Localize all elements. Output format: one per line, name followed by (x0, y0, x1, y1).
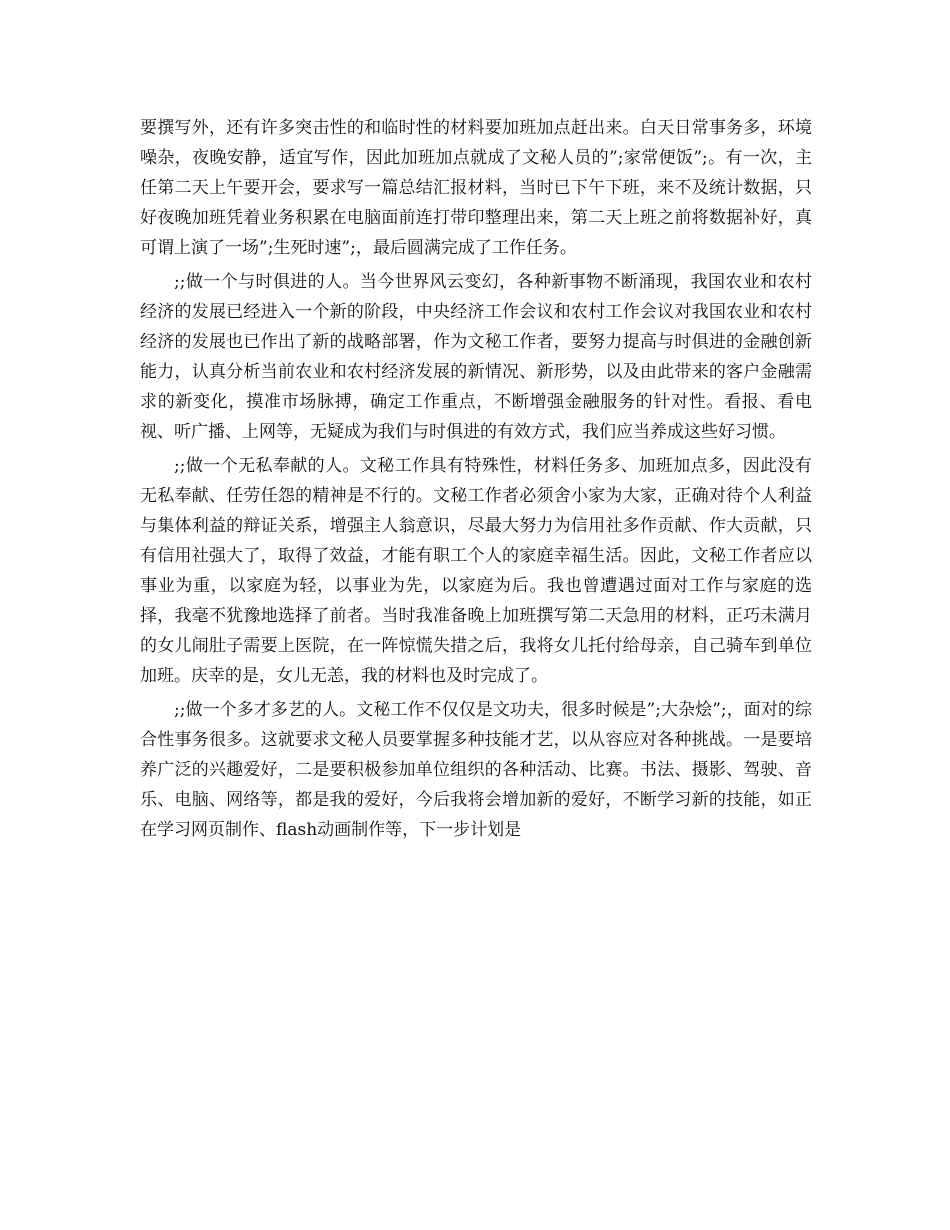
paragraph-versatile-talents: ;;做一个多才多艺的人。文秘工作不仅仅是文功夫，很多时候是”;大杂烩”;，面对的综合性事务很多。这就要求文秘人员要掌握多种技能才艺，以从容应对各种挑战。一是要培养广泛的兴趣爱好，二是要积极参加单位组织的各种活动、比赛。书法、摄影、驾驶、音乐、电脑、网络等，都是我的爱好，今后我将会增加新的爱好，不断学习新的技能，如正在学习网页制作、flash动画制作等，下一步计划是 (140, 700, 812, 840)
paragraph-continuation: 要撰写外，还有许多突击性的和临时性的材料要加班加点赶出来。白天日常事务多，环境噪杂，夜晚安静，适宜写作，因此加班加点就成了文秘人员的”;家常便饭”;。有一次，主任第二天上午要开会，要求写一篇总结汇报材料，当时已下午下班，来不及统计数据，只好夜晚加班凭着业务积累在电脑面前连打带印整理出来，第二天上班之前将数据补好，真可谓上演了一场”;生死时速”;，最后圆满完成了工作任务。 (140, 118, 812, 258)
paragraph-keep-pace-with-times: ;;做一个与时俱进的人。当今世界风云变幻，各种新事物不断涌现，我国农业和农村经济的发展已经进入一个新的阶段，中央经济工作会议和农村工作会议对我国农业和农村经济的发展也已作出了新的战略部署，作为文秘工作者，要努力提高与时俱进的金融创新能力，认真分析当前农业和农村经济发展的新情况、新形势，以及由此带来的客户金融需求的新变化，摸准市场脉搏，确定工作重点，不断增强金融服务的针对性。看报、看电视、听广播、上网等，无疑成为我们与时俱进的有效方式，我们应当养成这些好习惯。 (140, 272, 812, 442)
document-body (140, 113, 812, 849)
paragraph-selfless-dedication: ;;做一个无私奉献的人。文秘工作具有特殊性，材料任务多、加班加点多，因此没有无私奉献、任劳任怨的精神是不行的。文秘工作者必须舍小家为大家，正确对待个人利益与集体利益的辩证关系，增强主人翁意识，尽最大努力为信用社多作贡献、作大贡献，只有信用社强大了，取得了效益，才能有职工个人的家庭幸福生活。因此，文秘工作者应以事业为重，以家庭为轻，以事业为先，以家庭为后。我也曾遭遇过面对工作与家庭的选择，我毫不犹豫地选择了前者。当时我准备晚上加班撰写第二天急用的材料，正巧未满月的女儿闹肚子需要上医院，在一阵惊慌失措之后，我将女儿托付给母亲，自己骑车到单位加班。庆幸的是，女儿无恙，我的材料也及时完成了。 (140, 456, 812, 686)
